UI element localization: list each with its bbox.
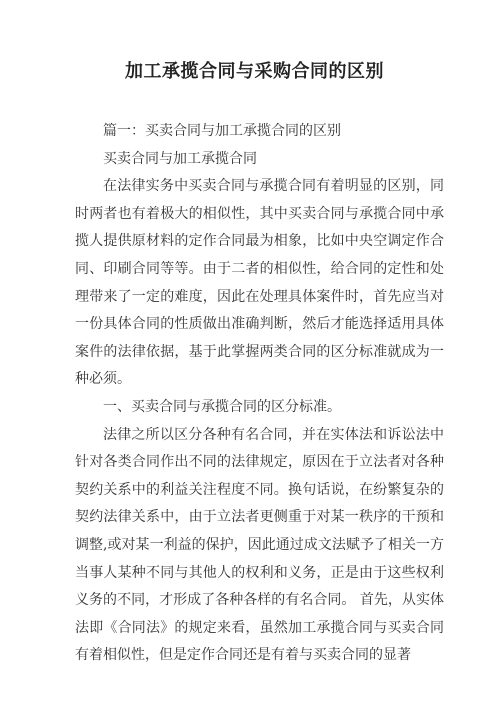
paragraph-subheading: 买卖合同与加工承揽合同: [103, 150, 257, 167]
paragraph-intro: 在法律实务中买卖合同与承揽合同有着明显的区别，同时两者也有着极大的相似性，其中买卖合同与承揽合同中承揽人提供原材料的定作合同最为相象，比如中央空调定作合同、印刷合同等等。由于二者的相似性，给合同的定性和处理带来了一定的难度，因此在处理具体案件时，首先应当对一份具体合同的性质做出准确判断，然后才能选择适用具体案件的法律依据，基于此掌握两类合同的区分标准就成为一种必须。: [75, 178, 444, 388]
document-title: 加工承揽合同与采购合同的区别: [125, 61, 384, 82]
paragraph-explanation: 法律之所以区分各种有名合同，并在实体法和诉讼法中针对各类合同作出不同的法律规定，原因在于立法者对各种契约关系中的利益关注程度不同。换句话说，在纷繁复杂的契约法律关系中，由于立法者更侧重于对某一秩序的干预和调整,或对某一利益的保护，因此通过成文法赋予了相关一方当事人某种不同与其他人的权利和义务，正是由于这些权利义务的不同，才形成了各种各样的有名合同。 首先，从实体法即《合同法》的规定来看，虽然加工承揽合同与买卖合同有着相似性，但是定作合同还是有着与买卖合同的显著: [75, 426, 444, 664]
paragraph-point-heading: 一、买卖合同与承揽合同的区分标准。: [103, 398, 341, 415]
paragraph-section-heading: 篇一：买卖合同与加工承揽合同的区别: [103, 123, 341, 139]
document-body: [75, 118, 444, 670]
